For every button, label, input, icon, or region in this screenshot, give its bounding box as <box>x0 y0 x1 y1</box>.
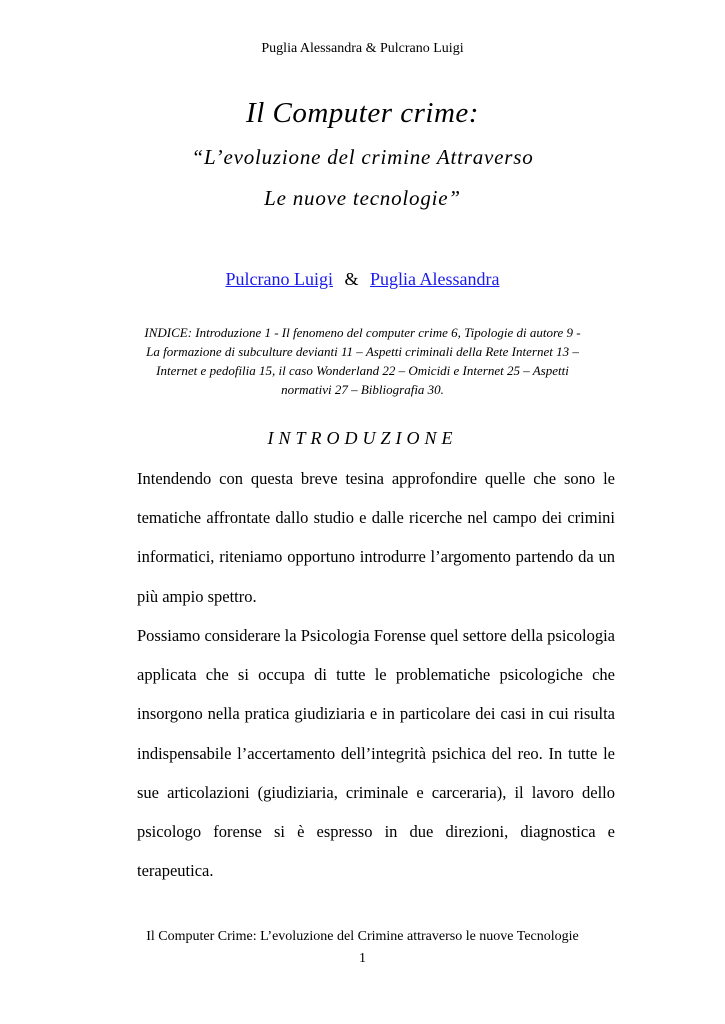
body-paragraph-1: Intendendo con questa breve tesina approfondire quelle che sono le tematiche affrontate dallo studio e dalle ricerche nel campo dei crimini informatici, riteniamo opportuno introdurre l’argomento partendo da un più ampio spettro. <box>137 469 615 606</box>
running-footer: Il Computer Crime: L’evoluzione del Crimine attraverso le nuove Tecnologie <box>146 929 579 944</box>
authors-line <box>0 269 725 290</box>
authors-separator: & <box>344 269 359 289</box>
document-subtitle-line-2: Le nuove tecnologie” <box>264 186 461 210</box>
table-of-contents: INDICE: Introduzione 1 - Il fenomeno del computer crime 6, Tipologie di autore 9 - La formazione di subculture devianti 11 – Aspetti criminali della Rete Internet 13 – Internet e pedofilia 15, il caso Wonderland 22 – Omicidi e Internet 25 – Aspetti normativi 27 – Bibliografia 30. <box>144 325 581 397</box>
page-number: 1 <box>359 951 366 966</box>
running-header: Puglia Alessandra & Pulcrano Luigi <box>261 41 464 56</box>
document-subtitle-line-1: “L’evoluzione del crimine Attraverso <box>191 145 534 169</box>
body-paragraph-2: Possiamo considerare la Psicologia Forense quel settore della psicologia applicata che si occupa di tutte le problematiche psicologiche che insorgono nella pratica giudiziaria e in particolare dei casi in cui risulta indispensabile l’accertamento dell’integrità psichica del reo. In tutte le sue articolazioni (giudiziaria, criminale e carceraria), il lavoro dello psicologo forense si è espresso in due direzioni, diagnostica e terapeutica. <box>137 626 615 881</box>
section-heading: INTRODUZIONE <box>267 428 458 448</box>
document-title: Il Computer crime: <box>246 97 479 129</box>
author-link-pulcrano[interactable]: Pulcrano Luigi <box>225 269 333 289</box>
author-link-puglia[interactable]: Puglia Alessandra <box>370 269 500 289</box>
